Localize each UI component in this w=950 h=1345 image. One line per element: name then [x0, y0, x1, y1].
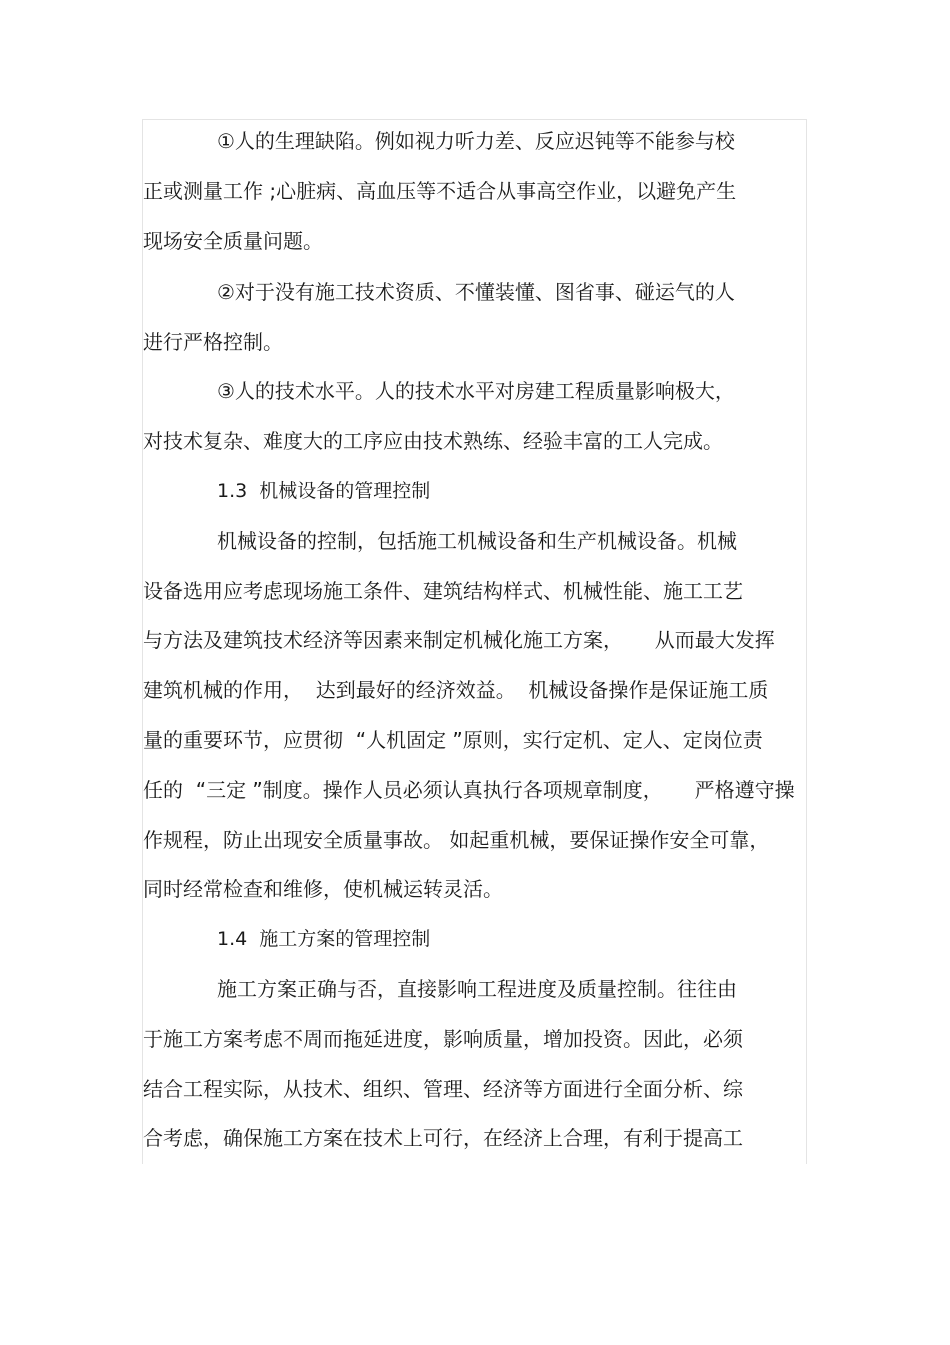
paragraph-line: ③人的技术水平。人的技术水平对房建工程质量影响极大，: [217, 379, 735, 403]
paragraph-line: 建筑机械的作用， 达到最好的经济效益。 机械设备操作是保证施工质: [143, 678, 769, 702]
paragraph-line: 于施工方案考虑不周而拖延进度，影响质量，增加投资。因此，必须: [143, 1027, 743, 1051]
paragraph-line: 对技术复杂、难度大的工序应由技术熟练、经验丰富的工人完成。: [143, 429, 723, 453]
section-heading-1-3: 1.3 机械设备的管理控制: [217, 480, 431, 502]
paragraph-line: 设备选用应考虑现场施工条件、建筑结构样式、机械性能、施工工艺: [143, 579, 743, 603]
paragraph-line: 与方法及建筑技术经济等因素来制定机械化施工方案， 从而最大发挥: [143, 628, 775, 652]
paragraph-line: 量的重要环节，应贯彻 “人机固定 ”原则，实行定机、定人、定岗位责: [143, 728, 763, 752]
paragraph-line: 正或测量工作 ;心脏病、高血压等不适合从事高空作业，以避免产生: [143, 179, 737, 203]
paragraph-line: 作规程，防止出现安全质量事故。 如起重机械，要保证操作安全可靠，: [143, 828, 770, 852]
paragraph-line: ①人的生理缺陷。例如视力听力差、反应迟钝等不能参与校: [217, 129, 735, 153]
section-heading-1-4: 1.4 施工方案的管理控制: [217, 928, 431, 950]
paragraph-line: 任的 “三定 ”制度。操作人员必须认真执行各项规章制度， 严格遵守操: [143, 778, 795, 802]
paragraph-line: 结合工程实际，从技术、组织、管理、经济等方面进行全面分析、综: [143, 1077, 743, 1101]
paragraph-line: 机械设备的控制，包括施工机械设备和生产机械设备。机械: [217, 529, 737, 553]
paragraph-line: ②对于没有施工技术资质、不懂装懂、图省事、碰运气的人: [217, 280, 735, 304]
paragraph-line: 现场安全质量问题。: [143, 229, 323, 253]
paragraph-line: 进行严格控制。: [143, 330, 283, 354]
paragraph-line: 同时经常检查和维修，使机械运转灵活。: [143, 877, 503, 901]
paragraph-line: 施工方案正确与否，直接影响工程进度及质量控制。往往由: [217, 977, 737, 1001]
paragraph-line: 合考虑，确保施工方案在技术上可行，在经济上合理，有利于提高工: [143, 1126, 743, 1150]
